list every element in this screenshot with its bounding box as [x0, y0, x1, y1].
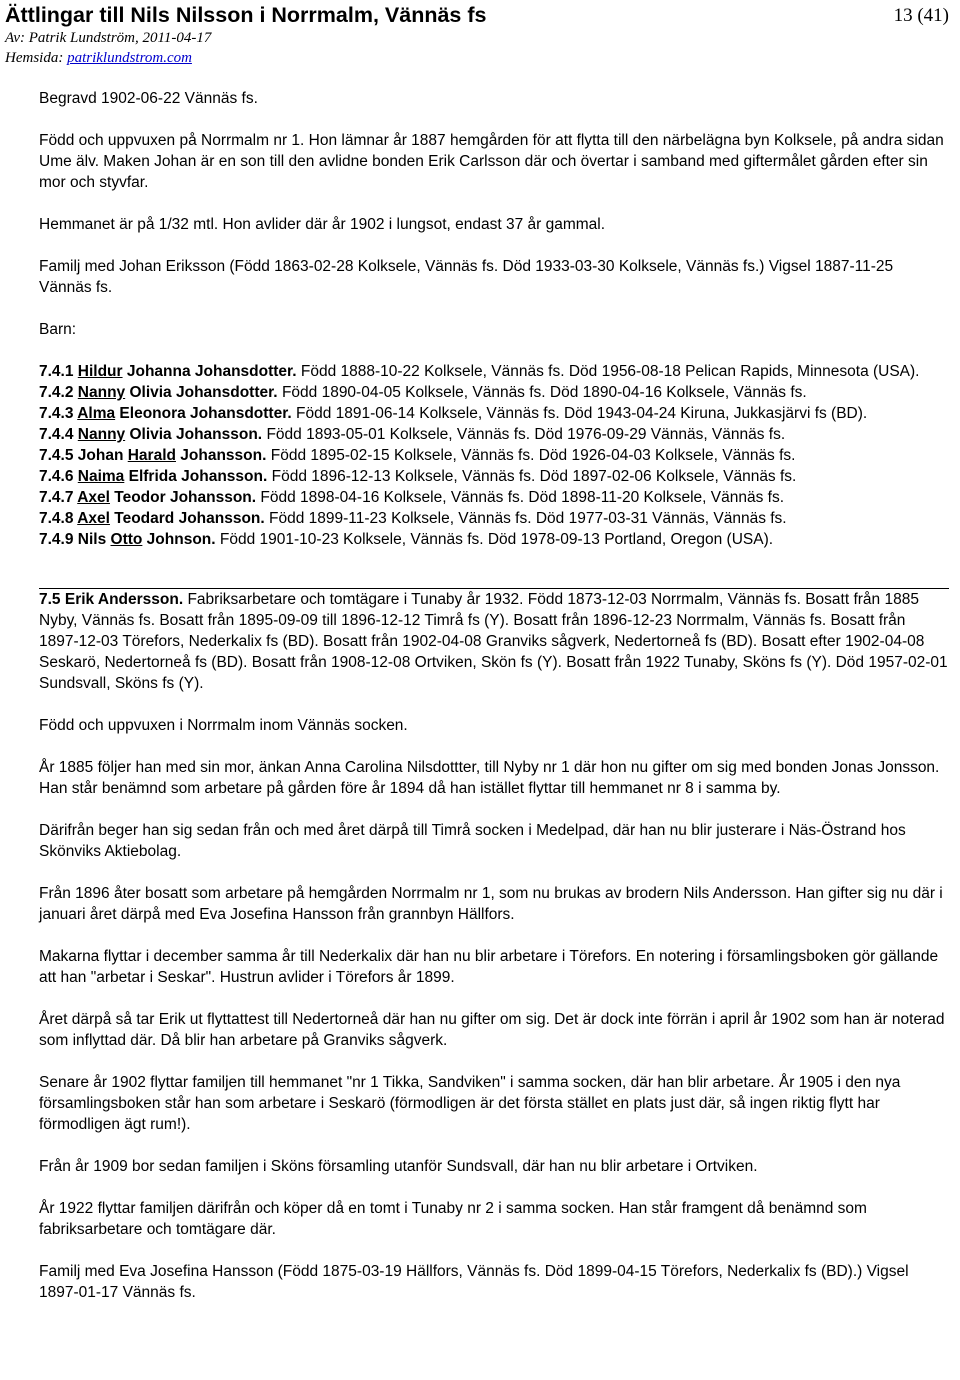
child-name: 7.4.7 Axel Teodor Johansson. — [39, 489, 257, 506]
child-name: 7.4.3 Alma Eleonora Johansdotter. — [39, 405, 292, 422]
child-name: 7.4.8 Axel Teodard Johansson. — [39, 510, 265, 527]
person-heading: 7.5 Erik Andersson. — [39, 591, 184, 608]
child-info: Född 1895-02-15 Kolksele, Vännäs fs. Död 1926-04-03 Kolksele, Vännäs fs. — [270, 447, 796, 464]
biography-paragraph: Året därpå så tar Erik ut flyttattest till Nedertorneå där han nu gifter om sig. Det är dock inte förrän i april år 1902 som han är noterad som inflyttad där. Då blir han arbetare på Granviks sågverk. — [39, 1011, 945, 1049]
biography-paragraph: Från 1896 åter bosatt som arbetare på hemgården Norrmalm nr 1, som nu brukas av brodern Nils Andersson. Han gifter sig nu där i januari året därpå med Eva Josefina Hansson från grannbyn Hällfors. — [39, 885, 943, 923]
child-name: 7.4.6 Naima Elfrida Johansson. — [39, 468, 268, 485]
children-list — [39, 361, 949, 550]
child-name: 7.4.5 Johan Harald Johansson. — [39, 447, 267, 464]
child-entry — [39, 382, 949, 403]
website-line — [5, 48, 955, 68]
child-info: Född 1896-12-13 Kolksele, Vännäs fs. Död 1897-02-06 Kolksele, Vännäs fs. — [271, 468, 797, 485]
person-summary — [39, 589, 949, 694]
child-call-name: Nanny — [77, 426, 126, 443]
bio-paragraph: Född och uppvuxen på Norrmalm nr 1. Hon lämnar år 1887 hemgården för att flytta till den närbelägna byn Kolksele, på andra sidan Ume älv. Maken Johan är en son till den avlidne bonden Erik Carlsson där och övertar i samband med giftermålet gården efter sin mor och styvfar. — [39, 132, 944, 191]
child-call-name: Axel — [77, 489, 110, 506]
child-info: Född 1893-05-01 Kolksele, Vännäs fs. Död 1976-09-29 Vännäs, Vännäs fs. — [266, 426, 786, 443]
document-body — [39, 88, 949, 1324]
child-info: Född 1891-06-14 Kolksele, Vännäs fs. Död 1943-04-24 Kiruna, Jukkasjärvi fs (BD). — [296, 405, 868, 422]
biography-paragraph: Familj med Eva Josefina Hansson (Född 1875-03-19 Hällfors, Vännäs fs. Död 1899-04-15 Törefors, Nederkalix fs (BD).) Vigsel 1897-01-17 Vännäs fs. — [39, 1263, 909, 1301]
burial-note: Begravd 1902-06-22 Vännäs fs. — [39, 90, 258, 107]
child-call-name: Axel — [77, 510, 110, 527]
children-label: Barn: — [39, 321, 77, 338]
biography-paragraph: Makarna flyttar i december samma år till Nederkalix där han nu blir arbetare i Törefors. En notering i församlingsboken gör gällande att han "arbetar i Seskar". Hustrun avlider i Törefors år 1899. — [39, 948, 939, 986]
document-title: Ättlingar till Nils Nilsson i Norrmalm, Vännäs fs — [5, 3, 487, 27]
child-info: Född 1899-11-23 Kolksele, Vännäs fs. Död 1977-03-31 Vännäs, Vännäs fs. — [269, 510, 787, 527]
biography-paragraph: Från år 1909 bor sedan familjen i Sköns församling utanför Sundsvall, där han nu blir arbetare i Ortviken. — [39, 1158, 758, 1175]
child-name: 7.4.9 Nils Otto Johnson. — [39, 531, 216, 548]
child-call-name: Alma — [77, 405, 116, 422]
child-entry — [39, 424, 949, 445]
child-call-name: Otto — [110, 531, 143, 548]
child-entry — [39, 466, 949, 487]
family-paragraph: Familj med Johan Eriksson (Född 1863-02-28 Kolksele, Vännäs fs. Död 1933-03-30 Kolksele, Vännäs fs.) Vigsel 1887-11-25 Vännäs fs. — [39, 258, 894, 296]
child-entry — [39, 361, 949, 382]
page-number: 13 (41) — [893, 5, 949, 26]
biography-paragraph: År 1885 följer han med sin mor, änkan Anna Carolina Nilsdottter, till Nyby nr 1 där hon nu gifter om sig med bonden Jonas Jonsson. Han står benämnd som arbetare på gården före år 1894 då han istället flyttar till hemmanet nr 8 i samma by. — [39, 759, 940, 797]
author-line: Av: Patrik Lundström, 2011-04-17 — [5, 30, 212, 46]
child-name: 7.4.4 Nanny Olivia Johansson. — [39, 426, 263, 443]
person-summary-text: Fabriksarbetare och tomtägare i Tunaby år 1932. Född 1873-12-03 Norrmalm, Vännäs fs. Bosatt från 1885 Nyby, Vännäs fs. Bosatt från 1895-09-09 till 1896-12-12 Timrå fs (Y). Bosatt från 1896-12-23 Norrmalm, Vännäs fs. Bosatt från 1897-12-03 Törefors, Nederkalix fs (BD). Bosatt från 1902-04-08 Granviks sågverk, Nedertorneå fs (BD). Bosatt efter 1902-04-08 Seskarö, Nedertorneå fs (BD). Bosatt från 1908-12-08 Ortviken, Skön fs (Y). Bosatt från 1922 Tunaby, Sköns fs (Y). Död 1957-02-01 Sundsvall, Sköns fs (Y). — [39, 591, 948, 692]
child-call-name: Nanny — [77, 384, 126, 401]
child-entry — [39, 487, 949, 508]
child-call-name: Naima — [77, 468, 125, 485]
website-link[interactable]: patriklundstrom.com — [67, 50, 192, 66]
child-name: 7.4.2 Nanny Olivia Johansdotter. — [39, 384, 278, 401]
child-call-name: Harald — [127, 447, 176, 464]
biography-paragraph: Därifrån beger han sig sedan från och med året därpå till Timrå socken i Medelpad, där han nu blir justerare i Näs-Östrand hos Skönviks Aktiebolag. — [39, 822, 906, 860]
biography-paragraph: Senare år 1902 flyttar familjen till hemmanet "nr 1 Tikka, Sandviken" i samma socken, där han blir arbetare. År 1905 i den nya församlingsboken står han som arbetare i Seskarö (förmodligen är det första stället en plats just där, så ingen riktig flytt har förmodligen ägt rum!). — [39, 1074, 901, 1133]
child-info: Född 1898-04-16 Kolksele, Vännäs fs. Död 1898-11-20 Kolksele, Vännäs fs. — [260, 489, 785, 506]
child-entry — [39, 445, 949, 466]
child-info: Född 1901-10-23 Kolksele, Vännäs fs. Död 1978-09-13 Portland, Oregon (USA). — [219, 531, 774, 548]
child-entry — [39, 508, 949, 529]
child-info: Född 1890-04-05 Kolksele, Vännäs fs. Död 1890-04-16 Kolksele, Vännäs fs. — [281, 384, 807, 401]
biography-paragraphs — [39, 715, 949, 1303]
child-name: 7.4.1 Hildur Johanna Johansdotter. — [39, 363, 297, 380]
child-call-name: Hildur — [77, 363, 123, 380]
website-label: Hemsida: — [5, 50, 64, 66]
child-entry — [39, 403, 949, 424]
page-header — [5, 2, 955, 68]
farm-paragraph: Hemmanet är på 1/32 mtl. Hon avlider där år 1902 i lungsot, endast 37 år gammal. — [39, 216, 606, 233]
child-info: Född 1888-10-22 Kolksele, Vännäs fs. Död 1956-08-18 Pelican Rapids, Minnesota (USA). — [300, 363, 920, 380]
biography-paragraph: Född och uppvuxen i Norrmalm inom Vännäs socken. — [39, 717, 408, 734]
biography-paragraph: År 1922 flyttar familjen därifrån och köper då en tomt i Tunaby nr 2 i samma socken. Han står framgent då benämnd som fabriksarbetare och tomtägare där. — [39, 1200, 867, 1238]
child-entry — [39, 529, 949, 550]
